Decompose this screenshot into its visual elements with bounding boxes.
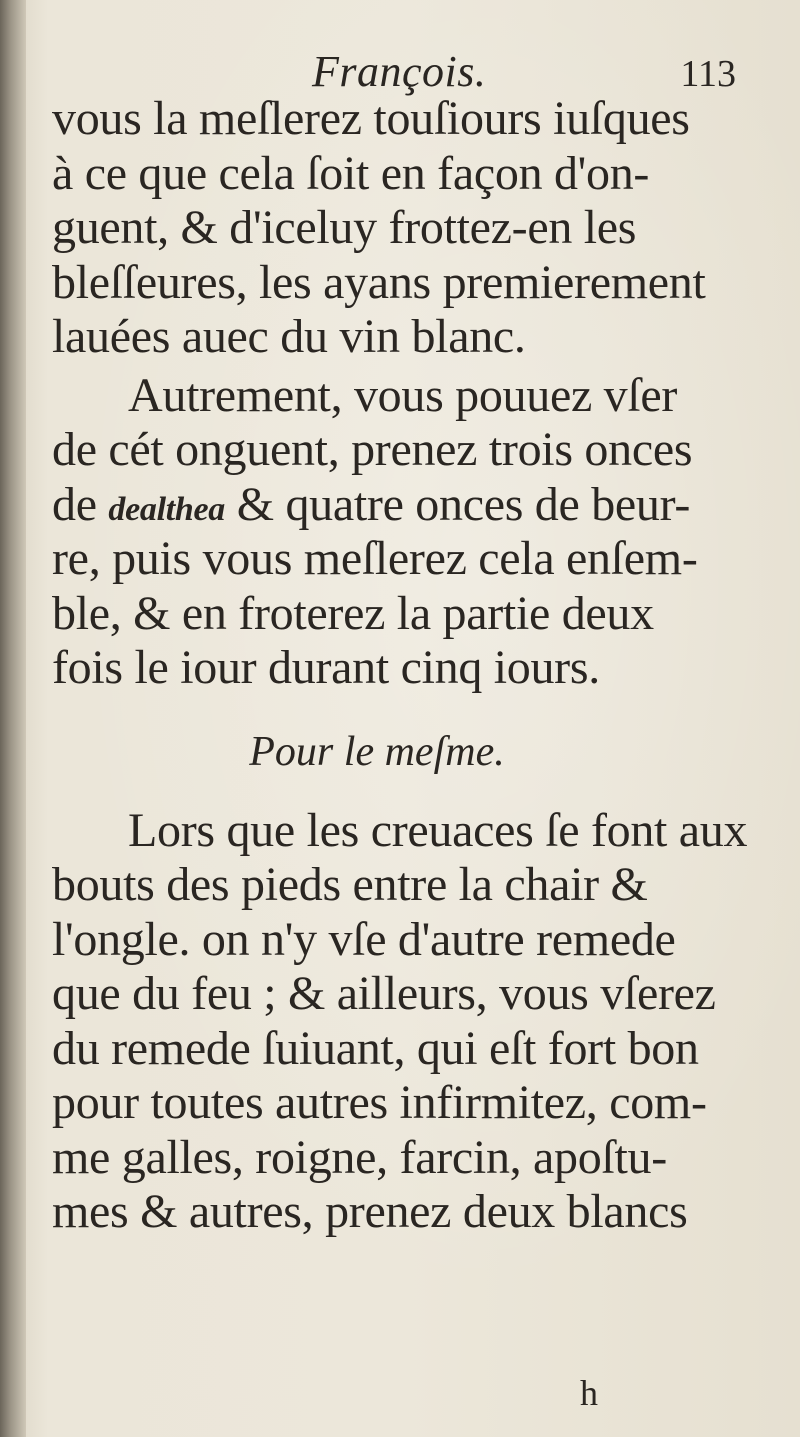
text-fragment: quatre onces de beur-	[285, 477, 691, 531]
text-line: vous la meſlerez touſiours iuſques	[52, 92, 690, 145]
paragraph-3	[52, 803, 748, 1240]
paragraph-1	[52, 92, 742, 365]
text-line: bleſſeures, les ayans premierement	[52, 255, 706, 309]
text-line: lauées auec du vin blanc.	[52, 310, 526, 363]
text-line: du remede ſuiuant, qui eſt fort bon	[52, 1021, 699, 1075]
text-line: Lors que les creuaces ſe font aux	[128, 803, 748, 857]
text-line: ble, & en froterez la partie deux	[52, 586, 654, 640]
text-line: mes & autres, prenez deux blancs	[52, 1185, 688, 1238]
text-line: me galles, roigne, farcin, apoſtu-	[52, 1130, 667, 1184]
signature-mark: h	[580, 1373, 598, 1413]
text-fragment: &	[236, 477, 274, 531]
section-subheading: Pour le meſme.	[249, 728, 505, 775]
paragraph-2	[52, 369, 742, 696]
italic-term: dealthea	[108, 490, 226, 528]
text-line: l'ongle. on n'y vſe d'autre remede	[52, 912, 676, 966]
text-line: guent, & d'iceluy frottez-en les	[52, 201, 637, 254]
text-line: que du feu ; & ailleurs, vous vſerez	[52, 967, 716, 1020]
text-line: re, puis vous meſlerez cela enſem-	[52, 532, 698, 585]
text-line: fois le iour durant cinq iours.	[52, 641, 600, 694]
text-line: à ce que cela ſoit en façon d'on-	[52, 146, 650, 200]
text-line: bouts des pieds entre la chair &	[52, 858, 648, 911]
text-line: Autrement, vous pouuez vſer	[128, 368, 678, 422]
running-title: François.	[312, 47, 487, 96]
binding-gutter	[0, 0, 26, 1437]
text-line-with-italic	[52, 478, 742, 533]
text-line: de cét onguent, prenez trois onces	[52, 423, 693, 476]
page-number: 113	[680, 53, 736, 95]
text-line: pour toutes autres infirmitez, com-	[52, 1076, 707, 1129]
text-fragment: de	[52, 477, 97, 531]
text-block	[52, 92, 748, 1240]
